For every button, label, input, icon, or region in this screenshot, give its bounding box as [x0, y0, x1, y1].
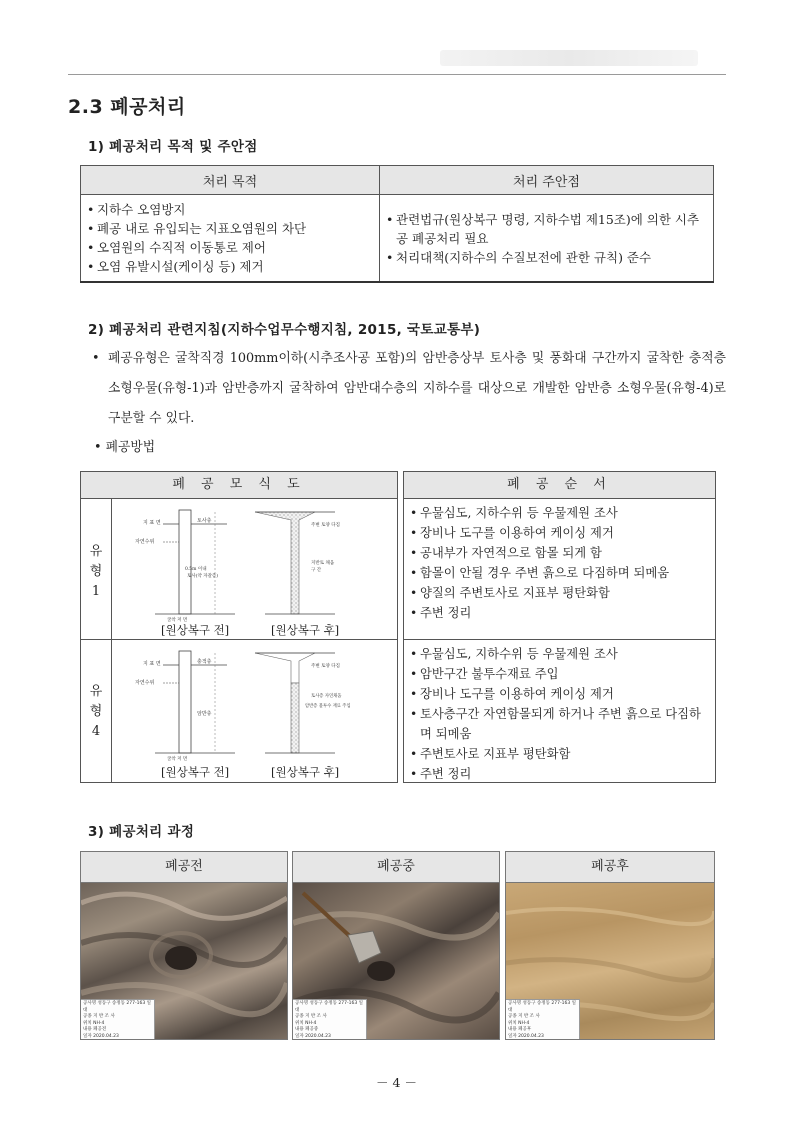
after-label-bottom: 구 간	[311, 568, 322, 573]
photo-stamp	[506, 999, 580, 1039]
after-label-low: 암반층 불투수 재료 주입	[305, 704, 351, 709]
stamp-line: 일자 2020.04.23	[83, 1033, 119, 1039]
type4-char: 형	[89, 704, 103, 719]
type1-char: 유	[89, 544, 103, 559]
purpose-item: • 지하수 오염방지	[87, 200, 373, 219]
label-ground: 지 표 면	[143, 520, 161, 526]
diagram-header: 폐 공 모 식 도	[81, 472, 397, 499]
label-water: 자연수위	[135, 539, 155, 545]
type1-char: 1	[91, 584, 101, 599]
point-item: • 처리대책(지하수의 수질보전에 관한 규칙) 준수	[386, 248, 707, 267]
type4-char: 유	[89, 684, 103, 699]
steps-header: 폐 공 순 서	[404, 472, 715, 499]
after-label-mid: 지반토 채움	[311, 561, 335, 566]
bullet: •	[92, 351, 100, 366]
step-item: • 주변토사로 지표부 평탄화함	[410, 744, 705, 764]
label-bottom: 굴착 저 면	[167, 757, 188, 761]
step-item: • 함몰이 안될 경우 주변 흙으로 다짐하며 되메움	[410, 563, 705, 583]
type1-label	[81, 542, 111, 602]
type4-steps	[410, 644, 705, 784]
photo-label-after: 폐공후	[505, 851, 715, 883]
stamp-line: 내용 폐공후	[508, 1027, 532, 1032]
row-divider	[81, 639, 397, 640]
type1-char: 형	[89, 564, 103, 579]
photo-during	[292, 882, 500, 1040]
step-item: • 토사층구간 자연함몰되게 하거나 주변 흙으로 다짐하며 되메움	[410, 704, 705, 744]
steps-box	[403, 471, 716, 783]
label-water: 자연수위	[135, 680, 155, 686]
section-title: 2.3 폐공처리	[68, 96, 186, 118]
header-rule	[68, 74, 726, 75]
purpose-item: • 오염원의 수직적 이동통로 제어	[87, 238, 373, 257]
type4-diagram	[115, 643, 395, 761]
stamp-line: 일자 2020.04.23	[508, 1033, 544, 1039]
casing	[179, 651, 191, 753]
type4-label	[81, 682, 111, 742]
label-soil: 토사층	[197, 518, 212, 524]
photo-label-during: 폐공중	[292, 851, 500, 883]
caption-after-1: [원상복구 후]	[271, 623, 340, 637]
label-soil: 충적층	[197, 659, 212, 665]
method-label: 폐공방법	[105, 440, 156, 455]
header-blur	[440, 50, 698, 66]
caption-after-4: [원상복구 후]	[271, 765, 340, 779]
type1-diagram	[115, 502, 395, 624]
label-alluvium: 토사(약 자갈층)	[187, 574, 219, 579]
subsection-2-title: 2) 폐공처리 관련지침(지하수업무수행지침, 2015, 국토교통부)	[88, 322, 481, 338]
step-item: • 장비나 도구를 이용하여 케이싱 제거	[410, 684, 705, 704]
subsection-1-title: 1) 폐공처리 목적 및 주안점	[88, 139, 258, 155]
purpose-cell	[81, 195, 380, 283]
stamp-line: 공사명 성동구 송정동 277-163 일대	[83, 1001, 151, 1013]
photo-before	[80, 882, 288, 1040]
points-cell	[380, 195, 714, 283]
label-ground: 지 표 면	[143, 661, 161, 667]
photo-stamp	[293, 999, 367, 1039]
casing	[179, 510, 191, 614]
stamp-line: 공사명 성동구 송정동 277-163 일대	[508, 1001, 576, 1013]
after-label-top: 주변 토양 다짐	[311, 523, 340, 528]
label-rock: 암반층	[197, 711, 212, 717]
photo-after	[505, 882, 715, 1040]
step-item: • 우물심도, 지하수위 등 우물제원 조사	[410, 644, 705, 664]
paragraph-text: 폐공유형은 굴착직경 100mm이하(시추조사공 포함)의 암반층상부 토사층 및 풍화대 구간까지 굴착한 충적층 소형우물(유형-1)과 암반층까지 굴착하여 암반대수층의 지하수를 대상으로 개발한 암반층 소형우물(유형-4)로 구분할 수 있다.	[108, 351, 726, 426]
step-item: • 주변 정리	[410, 603, 705, 623]
type-paragraph	[94, 344, 726, 434]
purpose-item: • 폐공 내로 유입되는 지표오염원의 차단	[87, 219, 373, 238]
type4-char: 4	[91, 724, 101, 739]
subsection-3-title: 3) 폐공처리 과정	[88, 824, 195, 840]
label-bottom: 굴착 저 면	[167, 618, 188, 623]
step-item: • 우물심도, 지하수위 등 우물제원 조사	[410, 503, 705, 523]
point-item: • 관련법규(원상복구 명령, 지하수법 제15조)에 의한 시추공 폐공처리 필요	[386, 210, 707, 248]
caption-before-4: [원상복구 전]	[161, 765, 230, 779]
stamp-line: 공종 지 반 조 사	[295, 1014, 327, 1019]
diagram-box	[80, 471, 398, 783]
stamp-line: 일자 2020.04.23	[295, 1033, 331, 1039]
stamp-line: 공사명 성동구 송정동 277-163 일대	[295, 1001, 363, 1013]
step-item: • 장비나 도구를 이용하여 케이싱 제거	[410, 523, 705, 543]
stamp-line: 위치 NH-4	[295, 1020, 317, 1026]
type-column-divider	[111, 499, 112, 782]
after-grout	[291, 683, 299, 753]
photo-stamp	[81, 999, 155, 1039]
purpose-item: • 오염 유발시설(케이싱 등) 제거	[87, 257, 373, 276]
bullet: •	[94, 440, 102, 455]
page-number: － 4 －	[376, 1075, 417, 1090]
stamp-line: 위치 NH-4	[508, 1020, 530, 1026]
label-depth: 0.5m 이내	[185, 567, 207, 572]
method-item	[94, 436, 155, 455]
stamp-line: 내용 폐공중	[295, 1027, 319, 1032]
row-divider	[404, 639, 715, 640]
purpose-table	[80, 165, 714, 283]
stamp-line: 공종 지 반 조 사	[83, 1014, 115, 1019]
stamp-line: 공종 지 반 조 사	[508, 1014, 540, 1019]
after-top-fill	[255, 653, 315, 683]
photo-label-before: 폐공전	[80, 851, 288, 883]
type1-steps	[410, 503, 705, 623]
caption-before-1: [원상복구 전]	[161, 623, 230, 637]
step-item: • 주변 정리	[410, 764, 705, 784]
stamp-line: 내용 폐공전	[83, 1027, 107, 1032]
step-item: • 공내부가 자연적으로 함몰 되게 함	[410, 543, 705, 563]
step-item: • 양질의 주변토사로 지표부 평탄화함	[410, 583, 705, 603]
after-fill	[255, 512, 315, 614]
after-label-top: 주변 토양 다짐	[311, 664, 340, 669]
after-label-mid: 토사층 자연채움	[311, 694, 342, 699]
stamp-line: 위치 NH-4	[83, 1020, 105, 1026]
step-item: • 암반구간 불투수재료 주입	[410, 664, 705, 684]
purpose-col-header: 처리 목적	[81, 166, 380, 195]
points-col-header: 처리 주안점	[380, 166, 714, 195]
